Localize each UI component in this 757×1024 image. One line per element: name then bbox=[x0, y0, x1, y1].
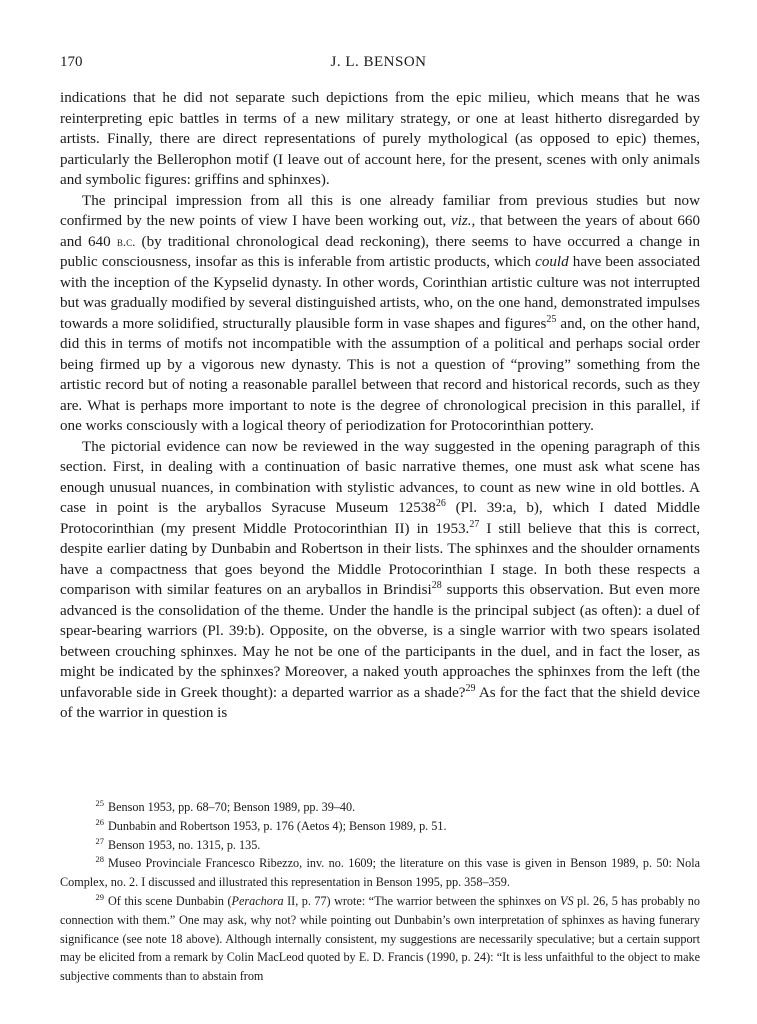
footnote: $^{26}$ Dunbabin and Robertson 1953, p. 176 (Aetos 4); Benson 1989, p. 51. bbox=[95, 816, 447, 833]
footnote: $^{25}$ Benson 1953, pp. 68–70; Benson 1989, pp. 39–40. bbox=[95, 798, 356, 814]
running-head: J. L. BENSON bbox=[330, 54, 427, 70]
footnote: $^{29}$ Of this scene Dunbabin (Perachora II, p. 77) wrote: “The warrior between the sphinxes on VS pl. 26, 5 has probably no connection with them.” One may ask, why not? while pointing out Dunbabin’s own interpretation of sphinxes as having funerary significance (see note 18 above). Although internally consistent, my suggestions are necessarily speculative; but a certain support may be elicited from a remark by Colin MacLeod quoted by E. D. Francis (1990, p. 24): “It is less unfaithful to the object to make subjective comments than to abstain from bbox=[60, 891, 700, 984]
footnote-ref[interactable]: 27 bbox=[469, 518, 480, 530]
page-header bbox=[60, 54, 697, 74]
footnote: $^{27}$ Benson 1953, no. 1315, p. 135. bbox=[95, 835, 261, 852]
footnote: $^{28}$ Museo Provinciale Francesco Ribezzo, inv. no. 1609; the literature on this vase is given in Benson 1989, p. 50: Nola Complex, no. 2. I discussed and illustrated this representation in Benson 1995, pp. 358–359. bbox=[60, 854, 700, 890]
page-number: 170 bbox=[60, 54, 83, 70]
body-text bbox=[60, 88, 700, 724]
paragraph: The principal impression from all this is one already familiar from previous studies but now confirmed by the new points of view I have been working out, viz., that between the years of about 660 and 640 b.c. (by traditional chronological dead reckoning), there seems to have occurred a change in public consciousness, insofar as this is inferable from artistic products, which could have been associated with the inception of the Kypselid dynasty. In other words, Corinthian artistic culture was not interrupted but was gradually modified by several distinguished artists, who, on the one hand, demonstrated impulses towards a more solidified, structurally plausible form in vase shapes and figures$^{25}$ and, on the other hand, did this in terms of motifs not incompatible with the assumption of a political and perhaps social order being firmed up by a vigorous new dynasty. This is not a question of “proving” something from the artistic record but of noting a reasonable parallel between that record and historical records, such as they are. What is perhaps more important to note is the degree of chronological precision in this parallel, if one works consciously with a logical theory of periodization for Protocorinthian pottery. bbox=[60, 192, 701, 434]
paragraph: The pictorial evidence can now be reviewed in the way suggested in the opening paragraph of this section. First, in dealing with a continuation of basic narrative themes, one must ask what scene has enough unusual nuances, in combination with stylistic advances, to count as new wine in old bottles. A case in point is the aryballos Syracuse Museum 12538$^{26}$ (Pl. 39:a, b), which I dated Middle Protocorinthian (my present Middle Protocorinthian II) in 1953.27 I still believe that this is correct, despite earlier dating by Dunbabin and Robertson in their lists. The sphinxes and the shoulder ornaments have a compactness that goes beyond the Middle Protocorinthian I stage. In both these respects a comparison with similar features on an aryballos in Brindisi$^{28}$ supports this observation. But even more advanced is the consolidation of the theme. Under the handle is the principal subject (as often): a duel of spear-bearing warriors (Pl. 39:b). Opposite, on the obverse, is a single warrior with two spears isolated between crouching sphinxes. May he not be one of the participants in the duel, and in fact the loser, as might be indicated by the sphinxes? Moreover, a naked youth approaches the sphinxes from the left (the unfavorable side in Greek thought): a departed warrior as a shade?$^{29}$ As for the fact that the shield device of the warrior in question is bbox=[60, 438, 701, 721]
footnote-ref[interactable]: 28 bbox=[431, 580, 442, 591]
footnote-ref[interactable]: 25 bbox=[546, 313, 557, 325]
footnotes bbox=[60, 798, 700, 986]
paragraph: indications that he did not separate such depictions from the epic milieu, which means that he was reinterpreting epic battles in terms of a new military strategy, or one at least hitherto disregarded by artists. Finally, there are direct representations of purely mythological (as opposed to epic) themes, particularly the Bellerophon motif (I leave out of account here, for the present, scenes with only animals and symbolic figures: griffins and sphinxes). bbox=[60, 90, 700, 188]
footnote-ref[interactable]: 29 bbox=[465, 682, 476, 694]
footnote-ref[interactable]: 26 bbox=[435, 498, 446, 509]
